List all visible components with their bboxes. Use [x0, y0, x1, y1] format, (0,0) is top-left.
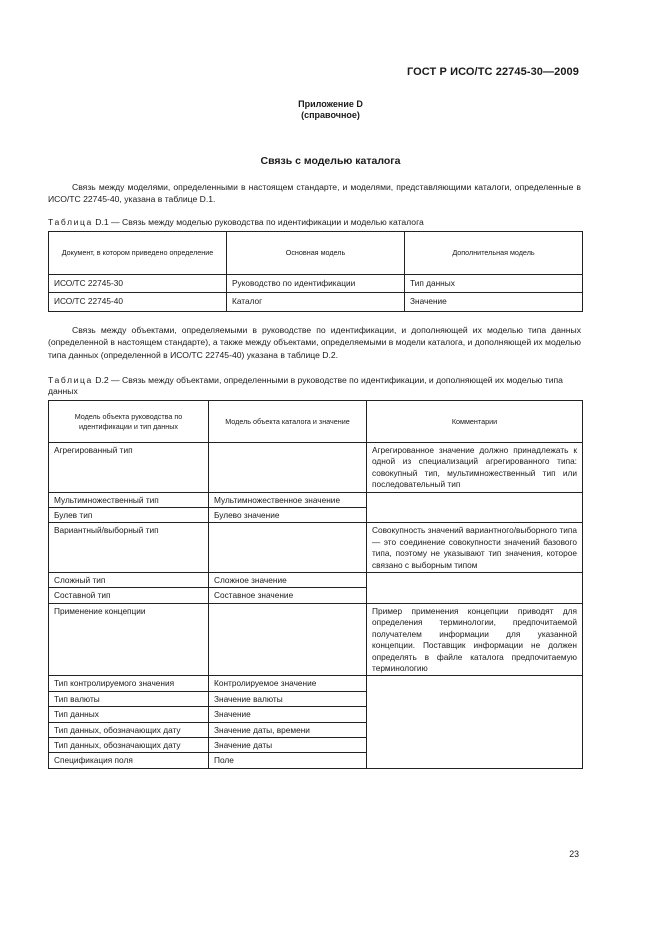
- table2-caption-text: D.2 — Связь между объектами, определенными в руководстве по идентификации, и дополняющей их моделью типа данных: [48, 375, 563, 396]
- table-cell: Значение: [405, 293, 583, 311]
- table-cell: Мультимножественный тип: [49, 492, 209, 507]
- table1-caption-text: D.1 — Связь между моделью руководства по идентификации и моделью каталога: [95, 217, 424, 227]
- paragraph-2: Связь между объектами, определяемыми в руководстве по идентификации, и дополняющей их моделью типа данных (определенной в настоящем стандарте), а также между объектами, определяемыми в модели каталога, и дополняющей их моделью типа данных (определенной в ИСО/ТС 22745-40) указана в таблице D.2.: [48, 325, 581, 360]
- table-cell: [209, 603, 367, 675]
- appendix-subtitle: (справочное): [301, 110, 360, 120]
- table-cell: Совокупность значений вариантного/выборного типа — это соединение совокупности значений базового типа, поэтому не указывают тип значения, которое связано с выборным типом: [367, 523, 583, 573]
- table-cell: Тип данных, обозначающих дату: [49, 722, 209, 737]
- table2-header-cell: Модель объекта каталога и значение: [209, 401, 367, 443]
- table2-caption: [48, 375, 588, 397]
- table-cell: [367, 492, 583, 523]
- section-title: Связь с моделью каталога: [260, 155, 401, 167]
- table-row: [49, 603, 583, 675]
- table-row: [49, 676, 583, 691]
- paragraph-1: Связь между моделями, определенными в настоящем стандарте, и моделями, представляющими каталоги, определенные в ИСО/ТС 22745-40, указана в таблице D.1.: [48, 182, 581, 205]
- table1-header-cell: Документ, в котором приведено определение: [49, 232, 227, 275]
- table-cell: Булево значение: [209, 508, 367, 523]
- table1-caption-prefix: Таблица: [48, 217, 93, 227]
- table-cell: Пример применения концепции приводят для определения терминологии, предпочитаемой получателем информации для указанной концепции. Поставщик информации не должен определять в файле каталога предпочитаемую терминологию: [367, 603, 583, 675]
- table-row: [49, 275, 583, 293]
- page-number: 23: [569, 849, 579, 859]
- table-cell: Тип данных: [49, 707, 209, 722]
- table-cell: Составное значение: [209, 588, 367, 603]
- table-cell: [209, 523, 367, 573]
- table2-header-cell: Комментарии: [367, 401, 583, 443]
- table-cell: Сложное значение: [209, 573, 367, 588]
- table1-header-cell: Дополнительная модель: [405, 232, 583, 275]
- table-cell: Значение валюты: [209, 691, 367, 706]
- table-cell: Агрегированный тип: [49, 443, 209, 493]
- table-cell: Контролируемое значение: [209, 676, 367, 691]
- appendix-title: Приложение D: [298, 99, 363, 109]
- table-row: [49, 293, 583, 311]
- table-cell: ИСО/ТС 22745-30: [49, 275, 227, 293]
- table-cell: Значение даты: [209, 737, 367, 752]
- table2-header-row: [49, 401, 583, 443]
- table-cell: Агрегированное значение должно принадлежать к одной из специализаций агрегированного типа: совокупный тип, мультимножественный тип или последовательный тип: [367, 443, 583, 493]
- table-cell: Значение: [209, 707, 367, 722]
- table1-header-row: [49, 232, 583, 275]
- table-cell: Мультимножественное значение: [209, 492, 367, 507]
- table-cell: Руководство по идентификации: [227, 275, 405, 293]
- table-cell: [367, 676, 583, 768]
- table-cell: Составной тип: [49, 588, 209, 603]
- table-cell: Значение даты, времени: [209, 722, 367, 737]
- table-cell: Тип данных, обозначающих дату: [49, 737, 209, 752]
- table1-caption: [48, 217, 588, 228]
- table2-header-cell: Модель объекта руководства по идентификации и тип данных: [49, 401, 209, 443]
- table-cell: Поле: [209, 753, 367, 768]
- table-d2: [48, 400, 583, 769]
- table-d1: [48, 231, 583, 312]
- table-cell: [367, 573, 583, 604]
- table-row: [49, 492, 583, 507]
- table-cell: Тип данных: [405, 275, 583, 293]
- table-cell: Булев тип: [49, 508, 209, 523]
- table-row: [49, 443, 583, 493]
- table-cell: Каталог: [227, 293, 405, 311]
- table-cell: ИСО/ТС 22745-40: [49, 293, 227, 311]
- table-row: [49, 523, 583, 573]
- table-cell: Тип контролируемого значения: [49, 676, 209, 691]
- table-cell: Применение концепции: [49, 603, 209, 675]
- table-row: [49, 573, 583, 588]
- table-cell: [209, 443, 367, 493]
- table-cell: Сложный тип: [49, 573, 209, 588]
- table-cell: Вариантный/выборный тип: [49, 523, 209, 573]
- table-cell: Спецификация поля: [49, 753, 209, 768]
- table1-header-cell: Основная модель: [227, 232, 405, 275]
- table-cell: Тип валюты: [49, 691, 209, 706]
- table2-caption-prefix: Таблица: [48, 375, 93, 385]
- standard-designation: ГОСТ Р ИСО/ТС 22745-30—2009: [406, 66, 579, 78]
